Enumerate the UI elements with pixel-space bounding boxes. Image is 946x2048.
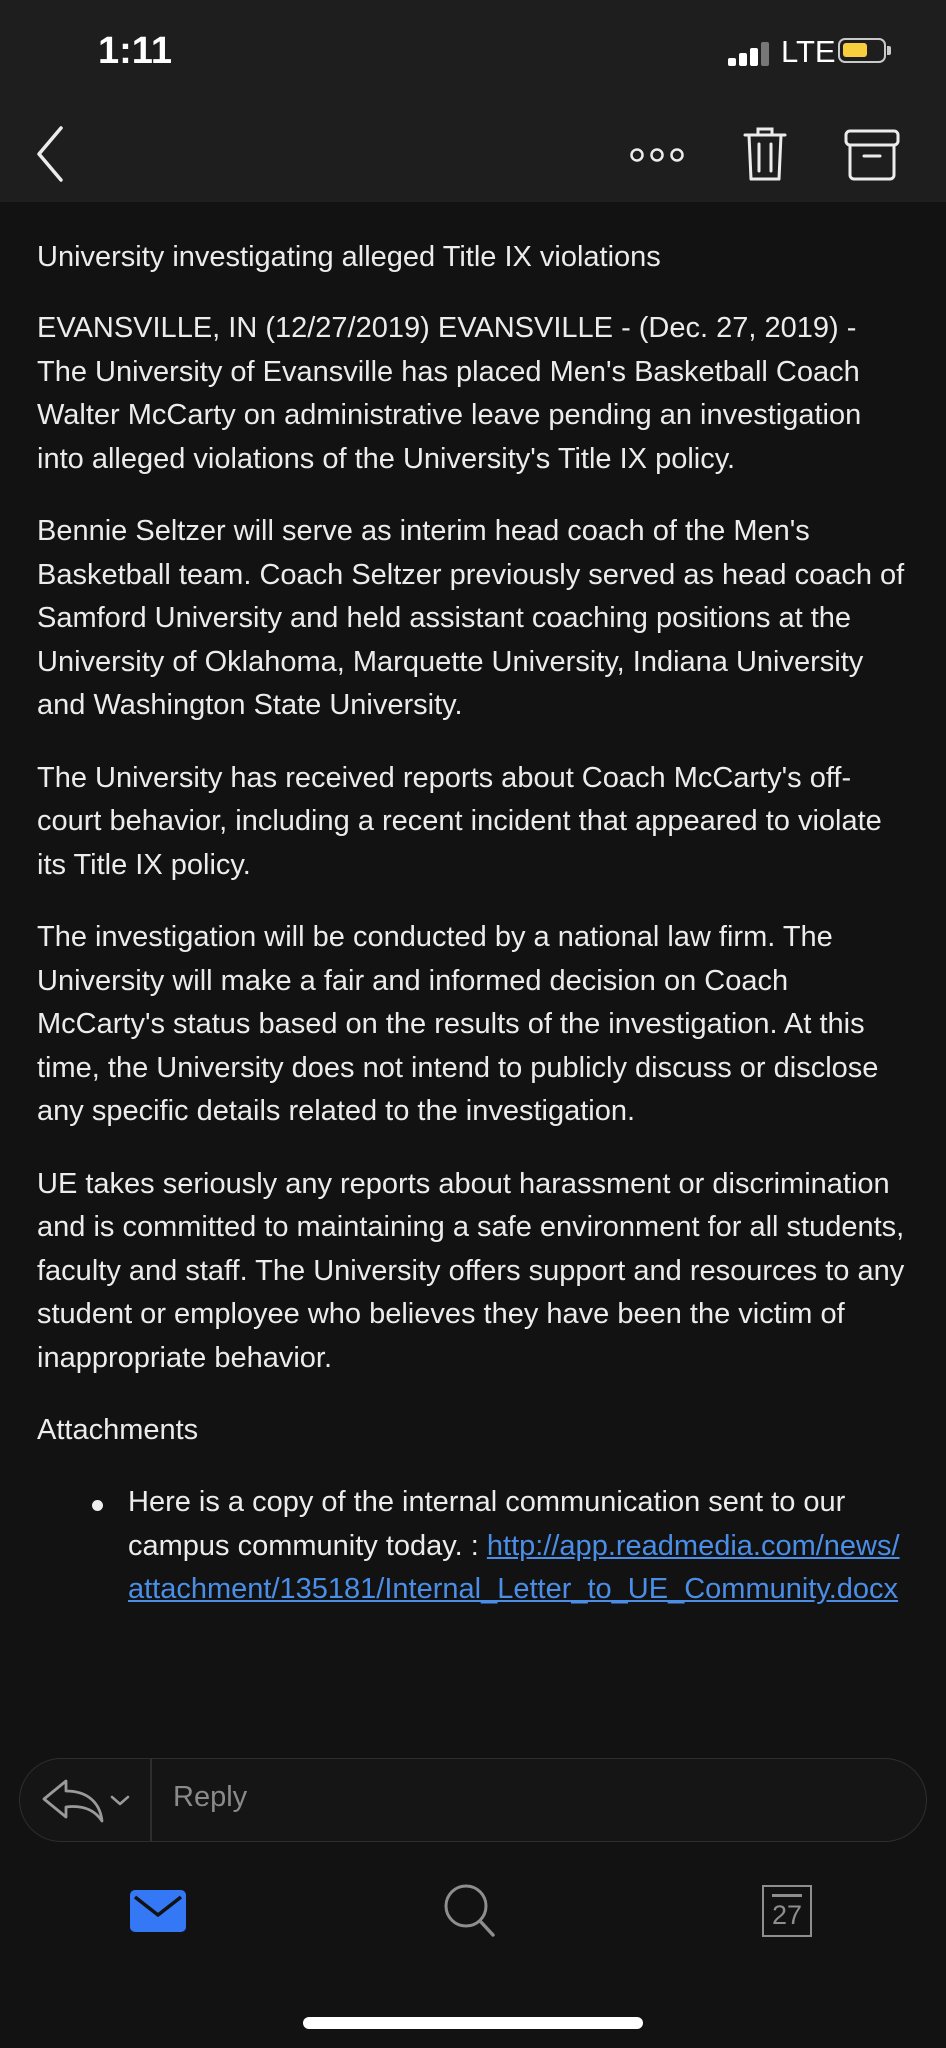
email-paragraph: Bennie Seltzer will serve as interim head coach of the Men's Basketball team. Coach Seltzer previously served as head coach of Samford University and held assistant coaching positions at the University of Oklahoma, Marquette University, Indiana University and Washington State University. (37, 515, 905, 721)
reply-bar (19, 1758, 927, 1842)
email-paragraph: The investigation will be conducted by a national law firm. The University will make a fair and informed decision on Coach McCarty's status based on the results of the investigation. At this time, the University does not intend to publicly discuss or disclose any specific details related to the investigation. (37, 921, 879, 1127)
email-paragraph: The University has received reports about Coach McCarty's off-court behavior, including a recent incident that appeared to violate its Title IX policy. (37, 761, 882, 881)
status-bar (0, 0, 946, 105)
archive-icon (844, 129, 900, 181)
tab-search[interactable] (432, 1876, 508, 1946)
archive-button[interactable] (836, 119, 908, 191)
delete-button[interactable] (730, 115, 800, 193)
network-label: LTE (781, 34, 836, 69)
email-subject: University investigating alleged Title IX violations (37, 241, 661, 273)
email-paragraph: UE takes seriously any reports about harassment or discrimination and is committed to maintaining a safe environment for all students, faculty and staff. The University offers support and resources to any student or employee who believes they have been the victim of inappropriate behavior. (37, 1167, 905, 1374)
back-button[interactable] (20, 119, 80, 189)
bottom-tab-bar (0, 1860, 946, 1980)
reply-arrow-icon (36, 1775, 136, 1825)
mail-icon (130, 1890, 186, 1932)
email-body (37, 236, 907, 1612)
signal-icon (728, 42, 772, 66)
tab-mail[interactable] (120, 1880, 196, 1942)
attachment-description: Here is a copy of the internal communication sent to our campus community today. : (128, 1486, 846, 1562)
trash-icon (743, 126, 787, 182)
attachments-list (37, 1481, 907, 1612)
more-dots-icon (629, 147, 685, 163)
battery-icon (838, 38, 886, 63)
reply-options-button[interactable] (36, 1775, 136, 1825)
reply-divider (150, 1759, 152, 1841)
attachment-link[interactable]: http://app.readmedia.com/news/attachment/135181/Internal_Letter_to_UE_Community.docx (128, 1529, 900, 1605)
search-icon (443, 1883, 497, 1939)
more-button[interactable] (620, 125, 694, 185)
attachment-item (128, 1481, 907, 1612)
tab-calendar[interactable] (752, 1878, 822, 1944)
reply-input[interactable]: Reply (173, 1781, 248, 1813)
calendar-icon (762, 1885, 812, 1937)
back-chevron-icon (35, 126, 65, 182)
message-toolbar (0, 105, 946, 202)
home-indicator[interactable] (303, 2017, 643, 2029)
email-paragraph: EVANSVILLE, IN (12/27/2019) EVANSVILLE - (Dec. 27, 2019) - The University of Evansville has placed Men's Basketball Coach Walter McCarty on administrative leave pending an investigation into alleged violations of the University's Title IX policy. (37, 312, 862, 475)
status-time: 1:11 (98, 30, 172, 72)
attachments-heading: Attachments (37, 1414, 199, 1446)
calendar-day: 27 (771, 1900, 803, 1930)
